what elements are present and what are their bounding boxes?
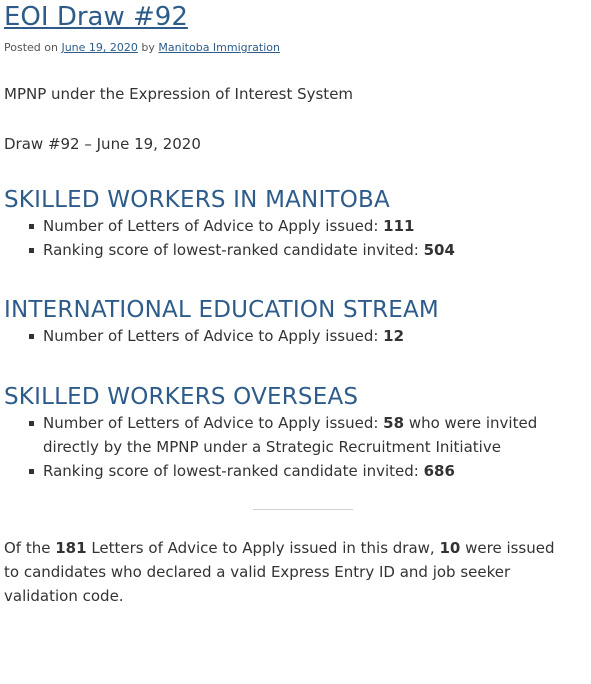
list-item <box>43 238 591 262</box>
list-item-suffix: who were invited directly by the MPNP under a Strategic Recruitment Initiative <box>43 414 538 456</box>
bullet-square-icon <box>29 224 34 229</box>
section-list-skilled-workers-manitoba <box>4 214 591 262</box>
list-item-text: Number of Letters of Advice to Apply issued: <box>43 217 384 235</box>
closing-express-value: 10 <box>439 539 461 557</box>
list-item-value: 12 <box>383 327 405 345</box>
post-title <box>4 0 591 32</box>
bullet-square-icon <box>29 469 34 474</box>
bullet-square-icon <box>29 334 34 339</box>
list-item-text: Ranking score of lowest-ranked candidate invited: <box>43 462 424 480</box>
draw-line: Draw #92 – June 19, 2020 <box>4 135 201 153</box>
list-item-text: Number of Letters of Advice to Apply issued: <box>43 414 384 432</box>
closing-text: were issued to candidates who declared a valid Express Entry ID and job seeker validation code. <box>4 539 555 605</box>
closing-text: Of the <box>4 539 56 557</box>
bullet-square-icon <box>29 248 34 253</box>
list-item <box>43 411 591 459</box>
closing-paragraph <box>4 536 591 608</box>
bullet-square-icon <box>29 421 34 426</box>
closing-text: Letters of Advice to Apply issued in this draw, <box>86 539 440 557</box>
list-item-text: Ranking score of lowest-ranked candidate invited: <box>43 241 424 259</box>
posted-on-label: Posted on <box>4 41 58 54</box>
list-item-value: 504 <box>423 241 455 259</box>
section-heading-skilled-workers-overseas: SKILLED WORKERS OVERSEAS <box>4 384 359 410</box>
list-item <box>43 459 591 483</box>
section-heading-skilled-workers-manitoba: SKILLED WORKERS IN MANITOBA <box>4 187 390 213</box>
post-title-link[interactable]: EOI Draw #92 <box>4 2 188 32</box>
section-list-international-education <box>4 324 591 348</box>
intro-paragraph: MPNP under the Expression of Interest System <box>4 85 354 103</box>
list-item <box>43 324 591 348</box>
post-meta <box>4 41 591 55</box>
post-date-link[interactable]: June 19, 2020 <box>61 41 138 54</box>
list-item-text: Number of Letters of Advice to Apply issued: <box>43 327 384 345</box>
by-label: by <box>141 41 155 54</box>
list-item-value: 111 <box>383 217 415 235</box>
closing-total-value: 181 <box>55 539 87 557</box>
content-divider <box>253 509 353 510</box>
section-list-skilled-workers-overseas <box>4 411 591 483</box>
section-heading-international-education: INTERNATIONAL EDUCATION STREAM <box>4 297 439 323</box>
list-item <box>43 214 591 238</box>
author-link[interactable]: Manitoba Immigration <box>158 41 280 54</box>
list-item-value: 58 <box>383 414 405 432</box>
list-item-value: 686 <box>423 462 455 480</box>
